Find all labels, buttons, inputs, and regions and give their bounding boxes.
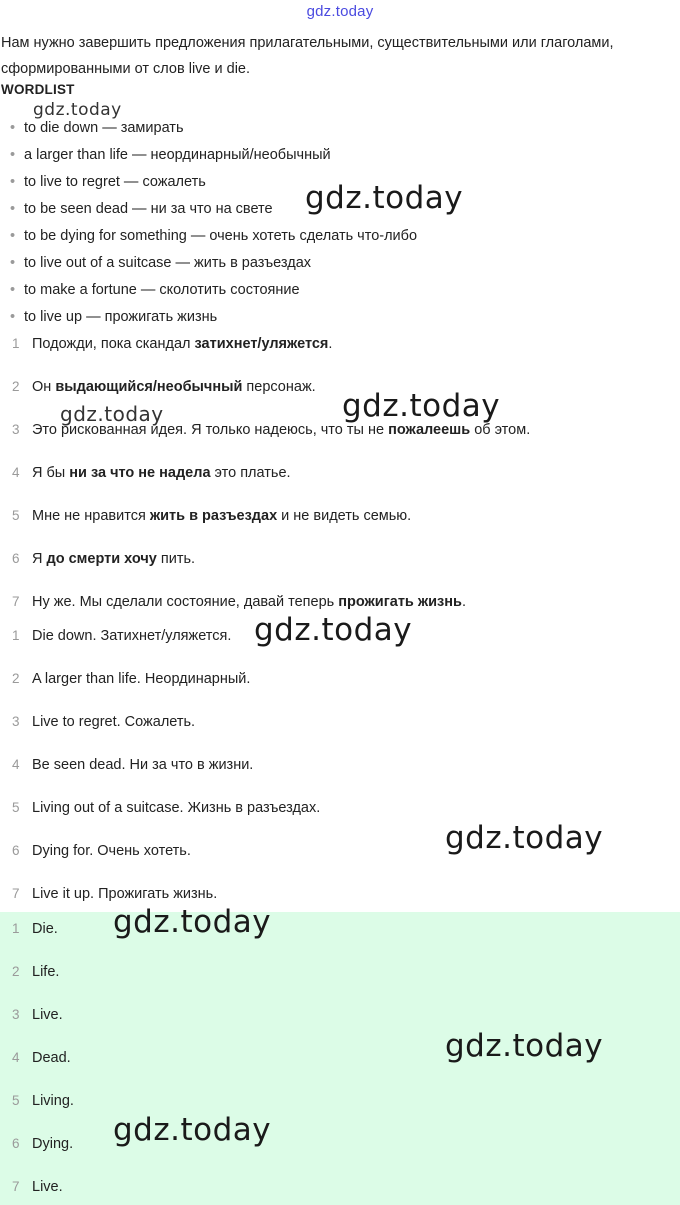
watermark: gdz.today [60, 402, 164, 426]
row-text: Living out of a suitcase. Жизнь в разъездах. [32, 800, 321, 816]
row-highlight: до смерти хочу [46, 551, 157, 567]
translation-row [0, 379, 316, 395]
translation-row [0, 465, 291, 481]
row-number: 7 [12, 1179, 20, 1194]
answer-text: Live. [32, 1179, 63, 1195]
row-number: 6 [12, 551, 20, 566]
row-text: Ну же. Мы сделали состояние, давай теперь [32, 594, 339, 610]
bullet-icon: • [10, 228, 16, 244]
row-text: Live to regret. Сожалеть. [32, 714, 196, 730]
translation-row [0, 336, 332, 352]
wordlist-item-text: to make a fortune — сколотить состояние [24, 282, 300, 298]
row-text-end: персонаж. [242, 379, 316, 395]
bullet-icon: • [10, 147, 16, 163]
row-text-end: об этом. [470, 422, 531, 438]
wordlist-item-text: to be dying for something — очень хотеть сделать что-либо [24, 228, 418, 244]
answer-row [0, 1179, 63, 1195]
row-highlight: ни за что не надела [69, 465, 211, 481]
row-text: Live it up. Прожигать жизнь. [32, 886, 218, 902]
row-number: 1 [12, 628, 20, 643]
translation-row [0, 508, 411, 524]
wordlist-item [10, 174, 206, 190]
wordlist-item [10, 201, 273, 217]
wordlist-item [10, 255, 311, 271]
wordlist-item-text: to live out of a suitcase — жить в разъездах [24, 255, 312, 271]
row-text: Я [32, 551, 47, 567]
answer-row [0, 964, 59, 980]
translation-row [0, 551, 195, 567]
wordlist-item-text: to live up — прожигать жизнь [24, 309, 218, 325]
row-text-end: пить. [156, 551, 196, 567]
answer-row [0, 1007, 63, 1023]
answer-row [0, 921, 58, 937]
bullet-icon: • [10, 282, 16, 298]
explanation-row [0, 628, 231, 644]
explanation-row [0, 886, 217, 902]
wordlist-item-text: to die down — замирать [24, 120, 184, 136]
wordlist-item-text: a larger than life — неординарный/необычный [24, 147, 331, 163]
row-highlight: прожигать жизнь [338, 594, 462, 610]
row-text: Die down. Затихнет/уляжется. [32, 628, 232, 644]
site-header-link[interactable]: gdz.today [306, 3, 374, 20]
explanation-row [0, 800, 320, 816]
row-number: 3 [12, 1007, 20, 1022]
explanation-row [0, 757, 253, 773]
bullet-icon: • [10, 174, 16, 190]
watermark: gdz.today [113, 1112, 272, 1148]
row-text: Я бы [32, 465, 70, 481]
row-number: 4 [12, 465, 20, 480]
row-highlight: пожалеешь [388, 422, 471, 438]
row-highlight: затихнет/уляжется [194, 336, 329, 352]
answer-row [0, 1136, 73, 1152]
watermark: gdz.today [33, 100, 122, 120]
bullet-icon: • [10, 201, 16, 217]
answer-row [0, 1050, 71, 1066]
row-number: 1 [12, 921, 20, 936]
row-text: Dying for. Очень хотеть. [32, 843, 191, 859]
row-number: 6 [12, 1136, 20, 1151]
row-number: 5 [12, 508, 20, 523]
explanation-row [0, 843, 191, 859]
row-text: Подожди, пока скандал [32, 336, 195, 352]
row-text: Мне не нравится [32, 508, 150, 524]
watermark: gdz.today [254, 612, 413, 648]
row-number: 2 [12, 379, 20, 394]
row-number: 1 [12, 336, 20, 351]
wordlist-item [10, 309, 217, 325]
translation-row [0, 594, 466, 610]
row-number: 2 [12, 964, 20, 979]
row-number: 5 [12, 1093, 20, 1108]
bullet-icon: • [10, 120, 16, 136]
wordlist-item-text: to be seen dead — ни за что на свете [24, 201, 273, 217]
answer-text: Dying. [32, 1136, 74, 1152]
row-number: 4 [12, 757, 20, 772]
row-number: 7 [12, 886, 20, 901]
wordlist-item [10, 228, 417, 244]
row-number: 6 [12, 843, 20, 858]
row-number: 3 [12, 714, 20, 729]
answer-row [0, 1093, 74, 1109]
answer-text: Die. [32, 921, 58, 937]
row-highlight: жить в разъездах [149, 508, 278, 524]
watermark: gdz.today [305, 180, 464, 216]
task-instruction: Нам нужно завершить предложения прилагательными, существительными или глаголами, сформированными от слов live и die. [1, 35, 614, 77]
row-highlight: выдающийся/необычный [55, 379, 243, 395]
row-number: 5 [12, 800, 20, 815]
explanation-row [0, 671, 250, 687]
wordlist-item [10, 120, 184, 136]
row-text-end: и не видеть семью. [277, 508, 412, 524]
answer-text: Life. [32, 964, 60, 980]
row-text: Be seen dead. Ни за что в жизни. [32, 757, 254, 773]
wordlist-item [10, 147, 331, 163]
row-text-end: . [461, 594, 466, 610]
row-number: 3 [12, 422, 20, 437]
wordlist-title: WORDLIST [1, 82, 75, 97]
row-text-end: это платье. [210, 465, 291, 481]
bullet-icon: • [10, 309, 16, 325]
row-text: Он [32, 379, 56, 395]
watermark: gdz.today [445, 820, 604, 856]
row-number: 2 [12, 671, 20, 686]
wordlist-item-text: to live to regret — сожалеть [24, 174, 206, 190]
answer-text: Live. [32, 1007, 63, 1023]
watermark: gdz.today [113, 904, 272, 940]
row-text: Это рискованная идея. Я только надеюсь, что ты не [32, 422, 389, 438]
row-number: 7 [12, 594, 20, 609]
wordlist-item [10, 282, 300, 298]
answer-text: Dead. [32, 1050, 71, 1066]
answer-text: Living. [32, 1093, 74, 1109]
bullet-icon: • [10, 255, 16, 271]
watermark: gdz.today [445, 1028, 604, 1064]
explanation-row [0, 714, 195, 730]
row-number: 4 [12, 1050, 20, 1065]
row-text-end: . [328, 336, 333, 352]
watermark: gdz.today [342, 388, 501, 424]
row-text: A larger than life. Неординарный. [32, 671, 251, 687]
